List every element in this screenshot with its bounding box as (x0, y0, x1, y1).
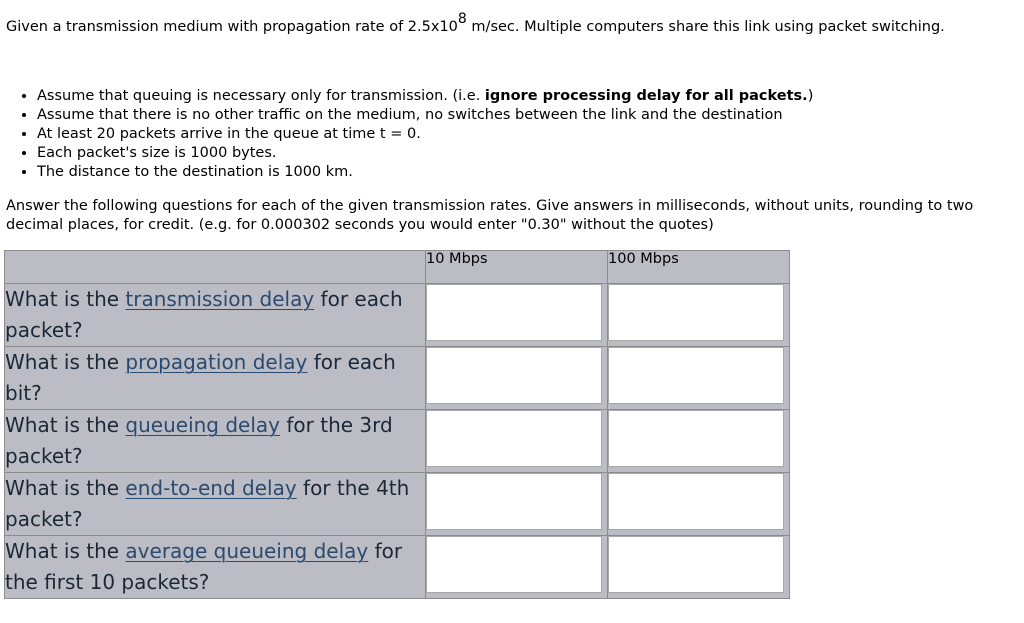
answer-cell (426, 536, 608, 599)
question-text: What is the (5, 287, 126, 311)
intro-text-part2: m/sec. Multiple computers share this link using packet switching. (466, 19, 945, 35)
answer-cell (608, 410, 790, 473)
assumption-item (37, 106, 813, 125)
question-text: for the first 10 packets? (5, 539, 403, 594)
answer-cell (608, 536, 790, 599)
queueing-delay-10mbps-input[interactable] (426, 410, 602, 467)
end-to-end-delay-100mbps-input[interactable] (608, 473, 784, 530)
glossary-term[interactable]: transmission delay (125, 287, 315, 311)
assumptions-list (20, 87, 813, 182)
average-queueing-delay-100mbps-input[interactable] (608, 536, 784, 593)
glossary-term[interactable]: end-to-end delay (125, 476, 297, 500)
problem-intro (6, 12, 1006, 42)
answer-cell (426, 410, 608, 473)
propagation-delay-10mbps-input[interactable] (426, 347, 602, 404)
answer-cell (608, 284, 790, 347)
transmission-delay-10mbps-input[interactable] (426, 284, 602, 341)
average-queueing-delay-10mbps-input[interactable] (426, 536, 602, 593)
question-text: What is the (5, 413, 126, 437)
queueing-delay-100mbps-input[interactable] (608, 410, 784, 467)
question-cell (5, 473, 426, 536)
assumption-item (37, 144, 813, 163)
header-blank (5, 251, 426, 284)
answer-table (4, 250, 790, 599)
question-text: for each bit? (5, 350, 396, 405)
glossary-term[interactable]: queueing delay (125, 413, 281, 437)
end-to-end-delay-10mbps-input[interactable] (426, 473, 602, 530)
answer-cell (608, 347, 790, 410)
table-row (5, 536, 790, 599)
assumption-text: Assume that queuing is necessary only for transmission. (i.e. (37, 88, 485, 104)
answer-cell (426, 347, 608, 410)
assumption-text: At least 20 packets arrive in the queue at time t = 0. (37, 126, 421, 142)
table-row (5, 473, 790, 536)
propagation-delay-100mbps-input[interactable] (608, 347, 784, 404)
answer-cell (608, 473, 790, 536)
intro-text-part1: Given a transmission medium with propagation rate of 2.5x10 (6, 19, 458, 35)
question-text: What is the (5, 476, 126, 500)
question-cell (5, 284, 426, 347)
header-10mbps: 10 Mbps (426, 251, 608, 284)
glossary-term[interactable]: propagation delay (125, 350, 308, 374)
question-text: What is the (5, 539, 126, 563)
assumption-text: The distance to the destination is 1000 km. (37, 164, 353, 180)
table-row (5, 347, 790, 410)
table-header-row (5, 251, 790, 284)
table-row (5, 410, 790, 473)
question-text: for the 4th packet? (5, 476, 410, 531)
assumption-text-end: ) (807, 88, 814, 104)
question-text: What is the (5, 350, 126, 374)
assumption-text: Assume that there is no other traffic on the medium, no switches between the link and the destination (37, 107, 783, 123)
assumption-item (37, 125, 813, 144)
assumption-item (37, 87, 813, 106)
table-row (5, 284, 790, 347)
glossary-term[interactable]: average queueing delay (125, 539, 369, 563)
instructions: Answer the following questions for each of the given transmission rates. Give answers in milliseconds, without units, rounding to two decimal places, for credit. (e.g. for 0.000302 seconds you would enter "0.30" without the quotes) (6, 198, 974, 233)
question-text: for each packet? (5, 287, 403, 342)
transmission-delay-100mbps-input[interactable] (608, 284, 784, 341)
question-cell (5, 347, 426, 410)
header-100mbps: 100 Mbps (608, 251, 790, 284)
assumption-item (37, 163, 813, 182)
assumption-text: Each packet's size is 1000 bytes. (37, 145, 277, 161)
answer-cell (426, 473, 608, 536)
answer-cell (426, 284, 608, 347)
question-text: for the 3rd packet? (5, 413, 393, 468)
question-cell (5, 410, 426, 473)
question-cell (5, 536, 426, 599)
assumption-bold-text: ignore processing delay for all packets. (484, 88, 808, 104)
exponent: 8 (457, 11, 467, 28)
